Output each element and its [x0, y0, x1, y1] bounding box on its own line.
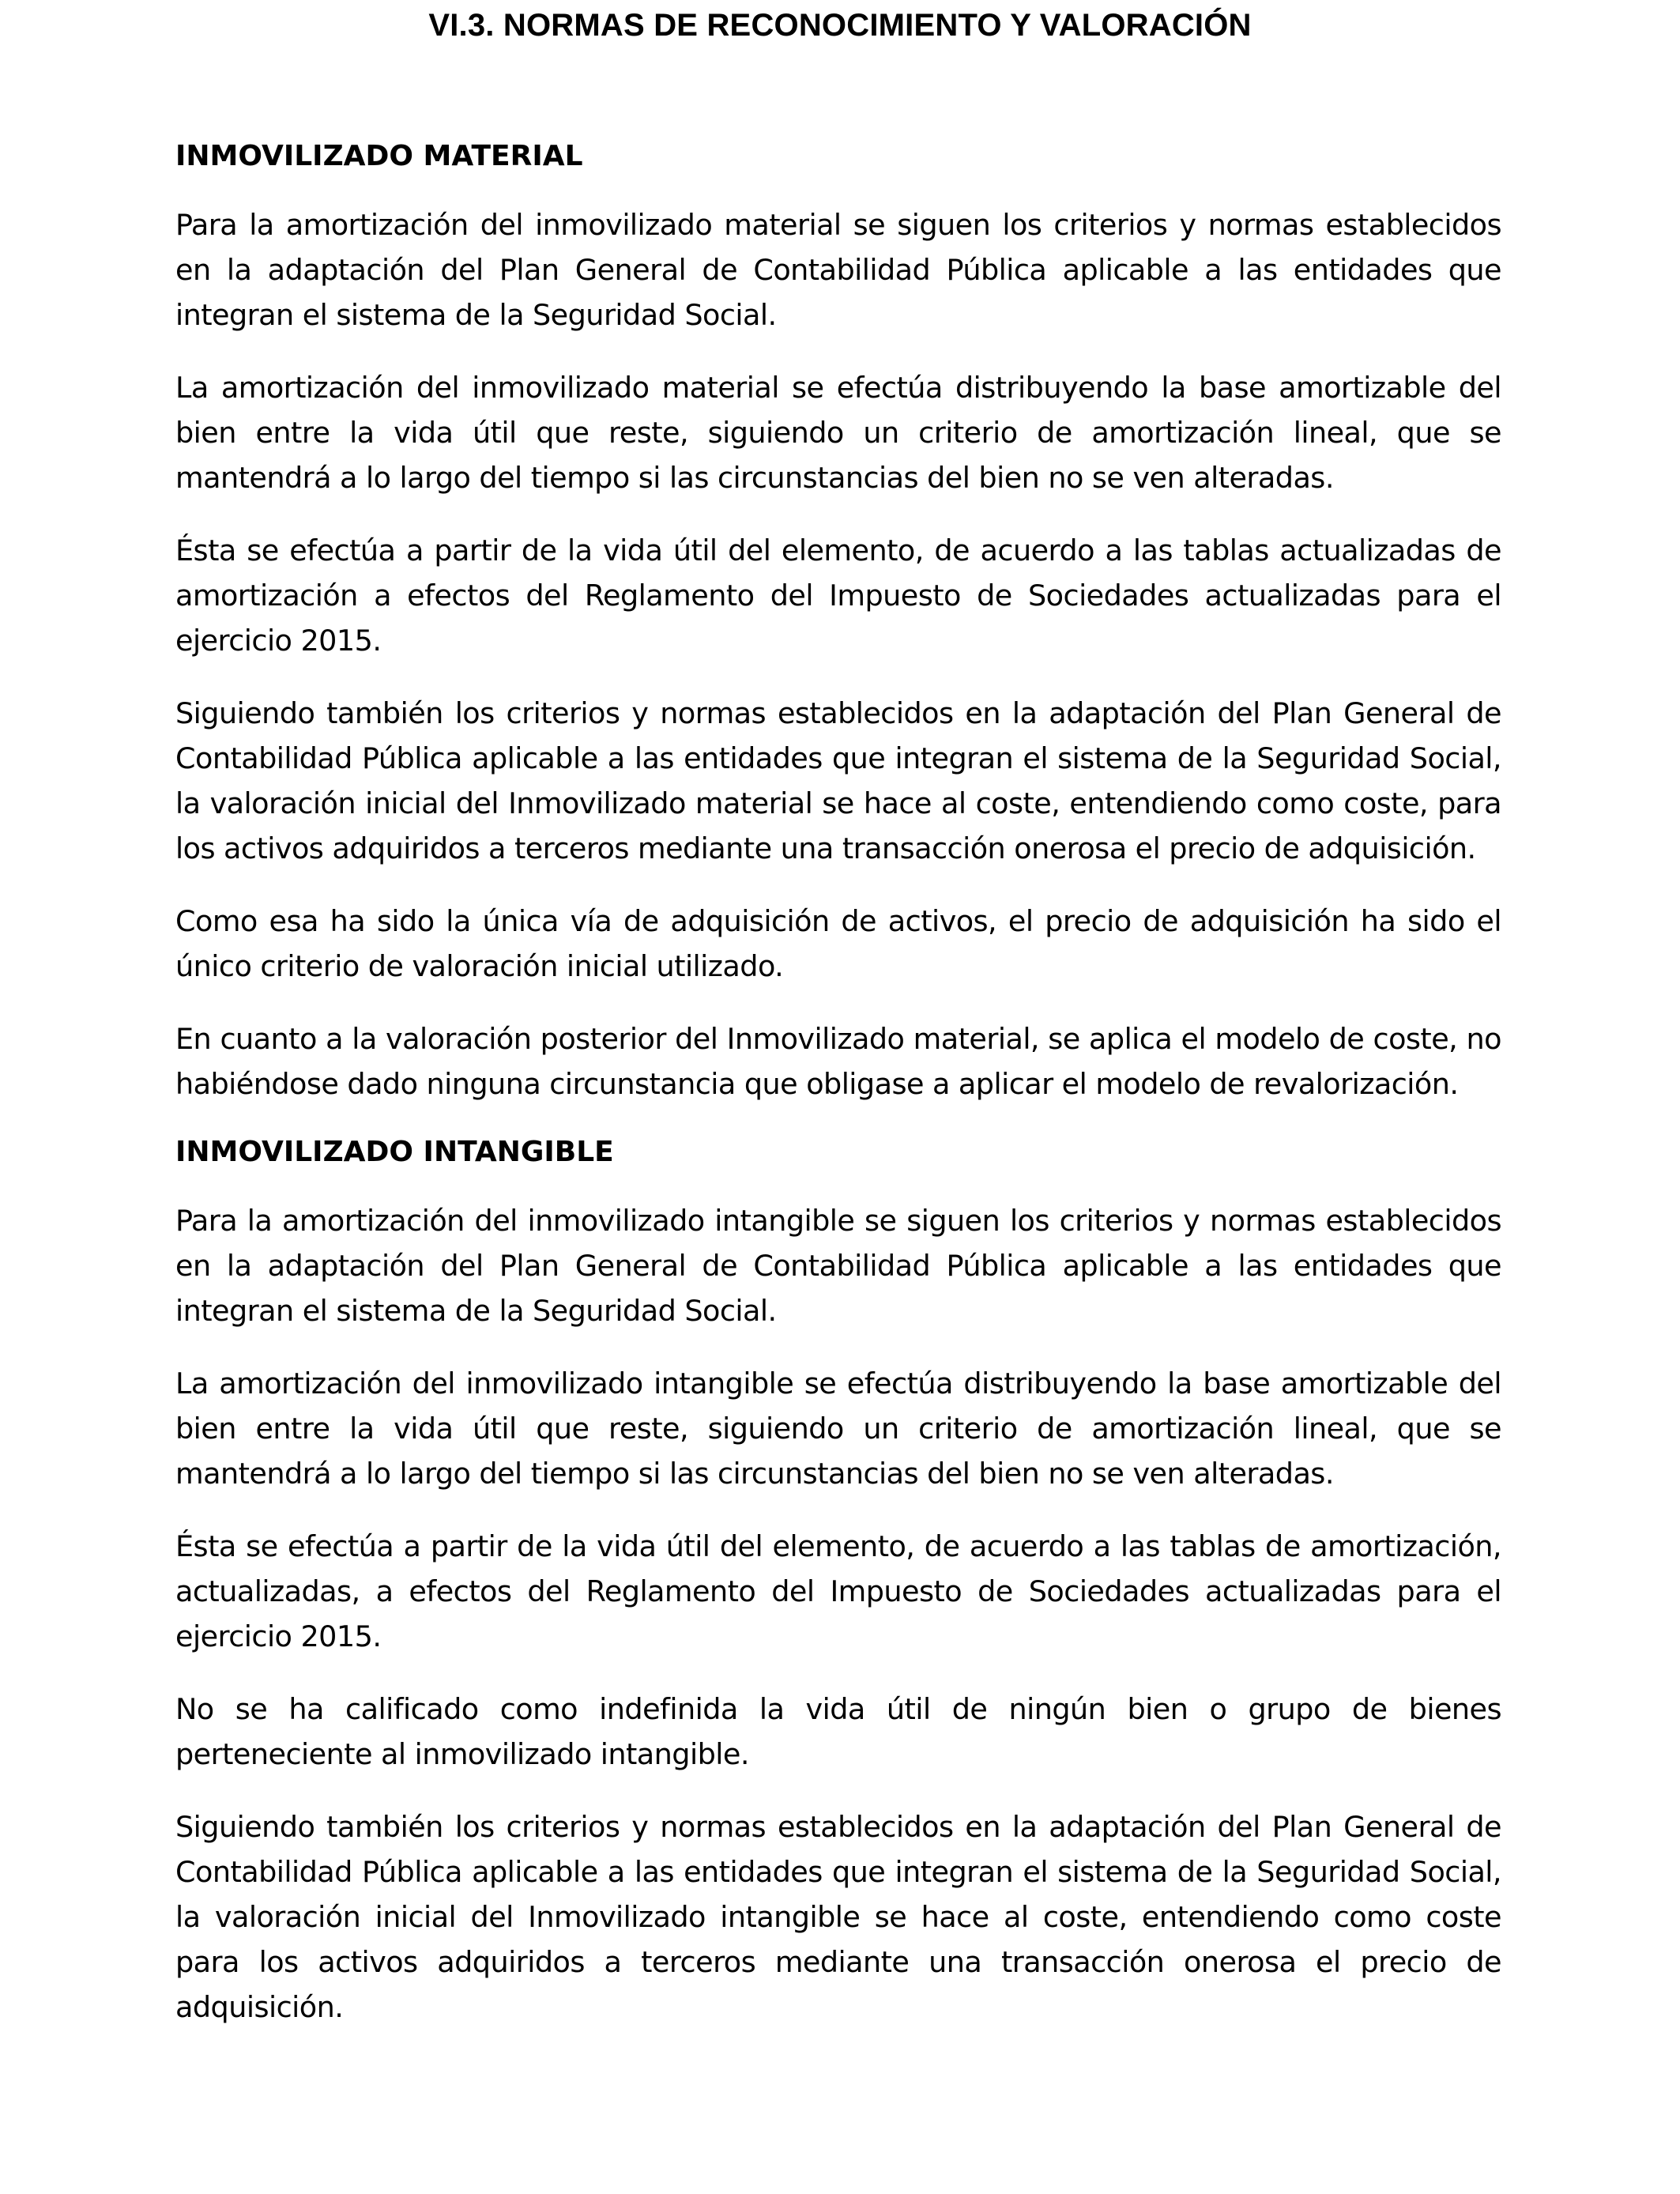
paragraph: Para la amortización del inmovilizado intangible se siguen los criterios y normas establecidos en la adaptación del Plan General de Contabilidad Pública aplicable a las entidades que integran el sistema de la Seguridad Social. — [175, 1204, 1501, 1328]
paragraph: La amortización del inmovilizado material se efectúa distribuyendo la base amortizable del bien entre la vida útil que reste, siguiendo un criterio de amortización lineal, que se mantendrá a lo largo del tiempo si las circunstancias del bien no se ven alteradas. — [175, 371, 1501, 495]
page-title: VI.3. NORMAS DE RECONOCIMIENTO Y VALORACIÓN — [428, 8, 1252, 43]
paragraph: Ésta se efectúa a partir de la vida útil del elemento, de acuerdo a las tablas actualizadas de amortización a efectos del Reglamento del Impuesto de Sociedades actualizadas para el ejercicio 2015. — [175, 533, 1501, 658]
section-inmovilizado-material — [175, 134, 1501, 1106]
paragraph: En cuanto a la valoración posterior del Inmovilizado material, se aplica el modelo de coste, no habiéndose dado ninguna circunstancia que obligase a aplicar el modelo de revalorización. — [175, 1022, 1501, 1101]
section-heading: INMOVILIZADO MATERIAL — [175, 140, 583, 172]
paragraph: No se ha calificado como indefinida la vida útil de ningún bien o grupo de bienes perteneciente al inmovilizado intangible. — [175, 1692, 1501, 1771]
paragraph: Como esa ha sido la única vía de adquisición de activos, el precio de adquisición ha sido el único criterio de valoración inicial utilizado. — [175, 904, 1501, 983]
section-heading: INMOVILIZADO INTANGIBLE — [175, 1136, 614, 1168]
section-inmovilizado-intangible — [175, 1130, 1501, 2030]
paragraph: Siguiendo también los criterios y normas establecidos en la adaptación del Plan General de Contabilidad Pública aplicable a las entidades que integran el sistema de la Seguridad Social, la valoración inicial del Inmovilizado intangible se hace al coste, entendiendo como coste para los activos adquiridos a terceros mediante una transacción onerosa el precio de adquisición. — [175, 1810, 1501, 2024]
paragraph: Para la amortización del inmovilizado material se siguen los criterios y normas establecidos en la adaptación del Plan General de Contabilidad Pública aplicable a las entidades que integran el sistema de la Seguridad Social. — [175, 208, 1501, 332]
paragraph: Ésta se efectúa a partir de la vida útil del elemento, de acuerdo a las tablas de amortización, actualizadas, a efectos del Reglamento del Impuesto de Sociedades actualizadas para el ejercicio 2015. — [175, 1529, 1501, 1653]
document-body — [175, 134, 1501, 2057]
paragraph: Siguiendo también los criterios y normas establecidos en la adaptación del Plan General de Contabilidad Pública aplicable a las entidades que integran el sistema de la Seguridad Social, la valoración inicial del Inmovilizado material se hace al coste, entendiendo como coste, para los activos adquiridos a terceros mediante una transacción onerosa el precio de adquisición. — [175, 696, 1501, 865]
paragraph: La amortización del inmovilizado intangible se efectúa distribuyendo la base amortizable del bien entre la vida útil que reste, siguiendo un criterio de amortización lineal, que se mantendrá a lo largo del tiempo si las circunstancias del bien no se ven alteradas. — [175, 1367, 1501, 1491]
